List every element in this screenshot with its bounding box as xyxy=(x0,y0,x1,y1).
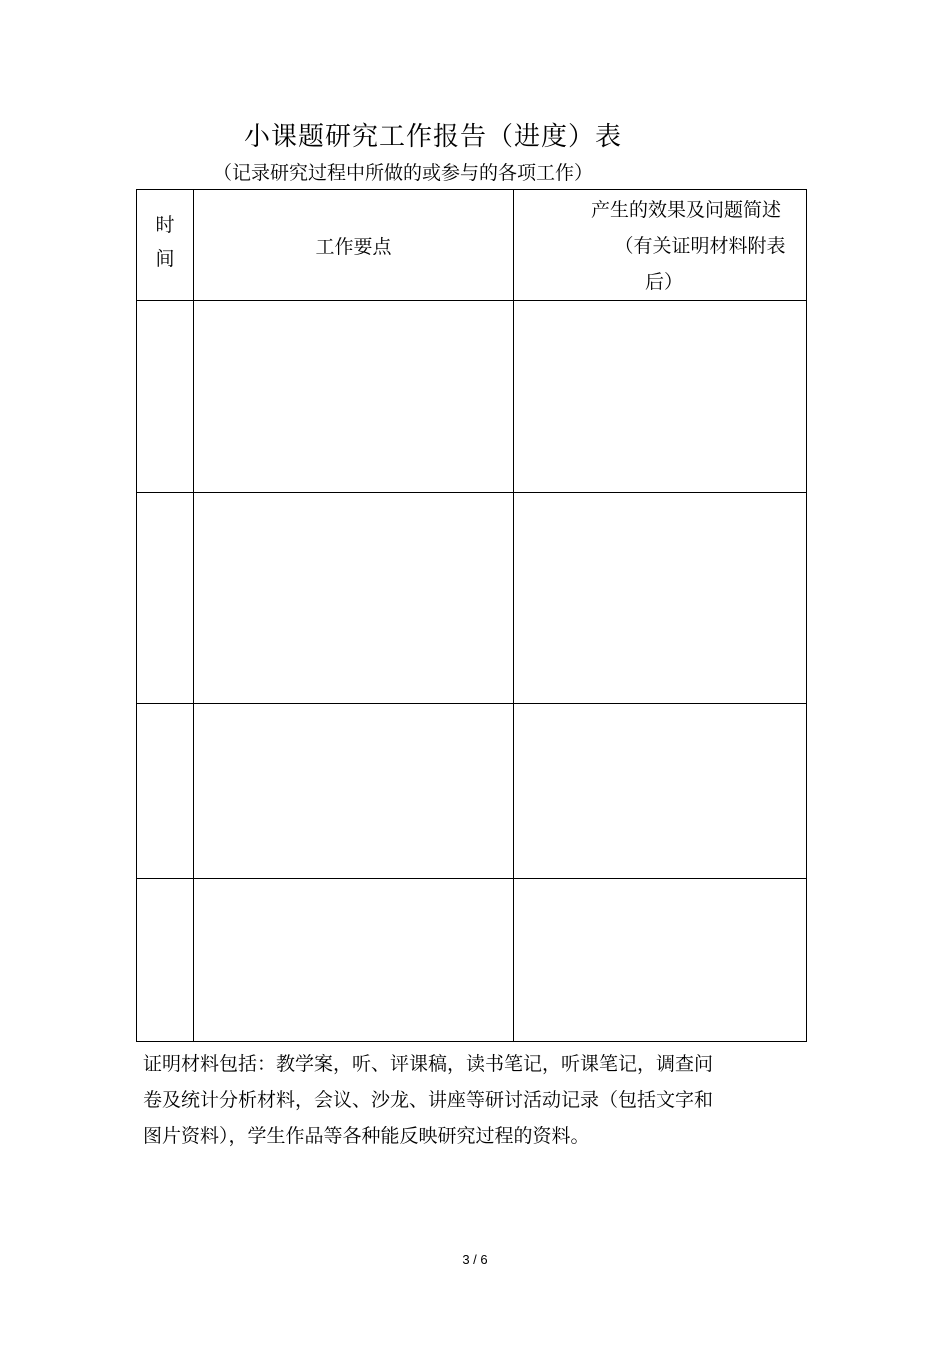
table-row xyxy=(137,493,807,704)
header-effect-line1: 产生的效果及问题简述 xyxy=(590,199,781,221)
header-time-line1: 时 xyxy=(155,214,175,236)
cell-work-points[interactable] xyxy=(194,493,514,704)
progress-report-table xyxy=(136,189,807,1042)
cell-work-points[interactable] xyxy=(194,879,514,1042)
header-work-points: 工作要点 xyxy=(194,190,514,301)
cell-time[interactable] xyxy=(137,301,194,493)
evidence-note-line2: 卷及统计分析材料，会议、沙龙、讲座等研讨活动记录（包括文字和 xyxy=(143,1089,714,1111)
evidence-note-line3: 图片资料），学生作品等各种能反映研究过程的资料。 xyxy=(143,1125,590,1147)
document-subtitle: （记录研究过程中所做的或参与的各项工作） xyxy=(213,162,594,184)
evidence-note xyxy=(143,1046,783,1154)
header-time xyxy=(137,190,194,301)
table-row xyxy=(137,704,807,879)
document-title: 小课题研究工作报告（进度）表 xyxy=(244,122,623,152)
cell-time[interactable] xyxy=(137,879,194,1042)
cell-effect[interactable] xyxy=(514,493,807,704)
header-time-line2: 间 xyxy=(155,248,175,270)
header-effect-line3: 后） xyxy=(644,271,683,293)
table-row xyxy=(137,879,807,1042)
cell-effect[interactable] xyxy=(514,704,807,879)
header-effect-line2: （有关证明材料附表 xyxy=(614,235,786,257)
evidence-note-line1: 证明材料包括：教学案，听、评课稿，读书笔记，听课笔记，调查问 xyxy=(143,1053,714,1075)
page-number: 3 / 6 xyxy=(462,1252,488,1267)
cell-effect[interactable] xyxy=(514,879,807,1042)
cell-time[interactable] xyxy=(137,704,194,879)
cell-work-points[interactable] xyxy=(194,704,514,879)
table-row xyxy=(137,301,807,493)
cell-work-points[interactable] xyxy=(194,301,514,493)
cell-effect[interactable] xyxy=(514,301,807,493)
table-header-row xyxy=(137,190,807,301)
header-effect xyxy=(514,190,807,301)
cell-time[interactable] xyxy=(137,493,194,704)
